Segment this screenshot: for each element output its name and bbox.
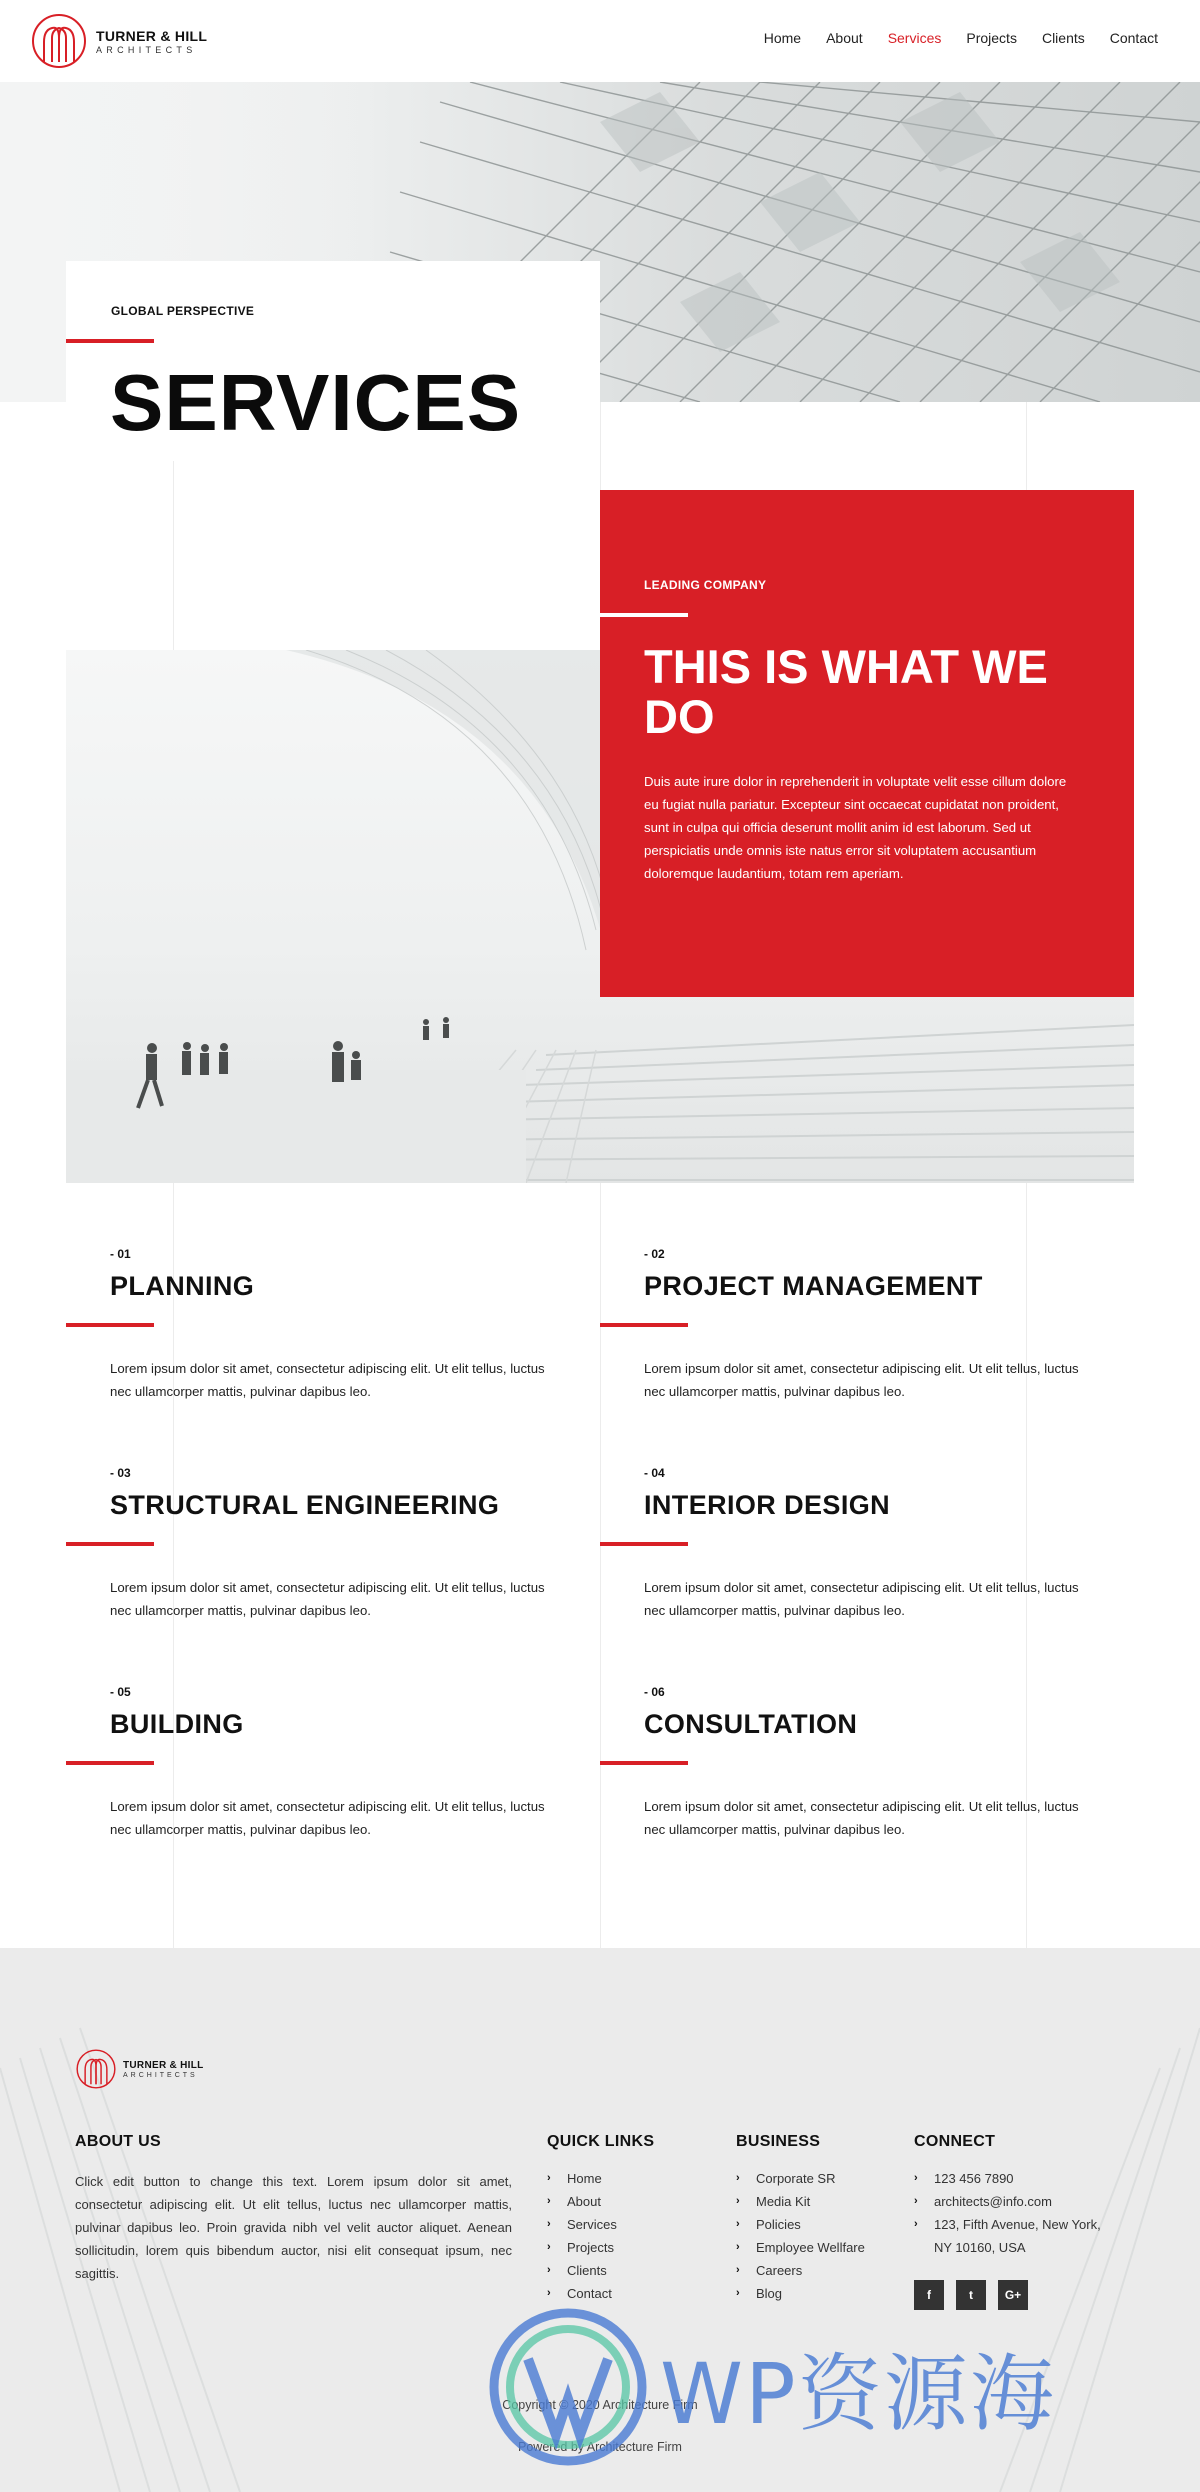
chevron-right-icon: ›	[547, 2241, 551, 2253]
link-label: Clients	[567, 2263, 607, 2278]
link-label: Home	[567, 2171, 602, 2186]
service-title: STRUCTURAL ENGINEERING	[110, 1490, 500, 1520]
hero-eyebrow: GLOBAL PERSPECTIVE	[111, 304, 255, 318]
logo-tagline: ARCHITECTS	[96, 44, 197, 55]
service-number: - 01	[110, 1247, 131, 1261]
nav-item-projects[interactable]: Projects	[966, 30, 1017, 46]
quick-link-clients[interactable]	[547, 2259, 617, 2282]
business-link-blog[interactable]	[736, 2282, 865, 2305]
business-links-list	[736, 2167, 865, 2305]
chevron-right-icon: ›	[736, 2287, 740, 2299]
chevron-right-icon: ›	[914, 2218, 918, 2230]
twitter-icon[interactable]: t	[956, 2280, 986, 2310]
link-label: Media Kit	[756, 2194, 811, 2209]
google-plus-icon[interactable]: G+	[998, 2280, 1028, 2310]
about-us-text: Click edit button to change this text. Lorem ipsum dolor sit amet, consectetur adipiscing elit. Ut elit tellus, luctus nec ullamcorper mattis, pulvinar dapibus leo. Proin gravida nibh vel velit auctor aliquet. Aenean sollicitudin, lorem quis bibendum auctor, nisi elit consequat ipsum, nec sagittis.	[75, 2174, 512, 2281]
site-header	[0, 0, 1200, 82]
chevron-right-icon: ›	[547, 2264, 551, 2276]
service-item	[644, 1466, 1114, 1618]
main-nav	[739, 30, 1158, 46]
service-item	[644, 1247, 1114, 1399]
service-title: INTERIOR DESIGN	[644, 1490, 891, 1520]
page-title: SERVICES	[110, 358, 522, 447]
chevron-right-icon: ›	[547, 2287, 551, 2299]
phone-item[interactable]	[914, 2167, 1101, 2190]
quick-links-list	[547, 2167, 617, 2305]
service-number: - 05	[110, 1685, 131, 1699]
accent-line	[600, 1761, 688, 1765]
logo-mark-icon	[30, 12, 88, 70]
service-description: Lorem ipsum dolor sit amet, consectetur adipiscing elit. Ut elit tellus, luctus nec ullamcorper mattis, pulvinar dapibus leo.	[644, 1580, 1079, 1618]
nav-item-clients[interactable]: Clients	[1041, 30, 1085, 46]
business-link-employee-wellfare[interactable]	[736, 2236, 865, 2259]
chevron-right-icon: ›	[736, 2218, 740, 2230]
service-title: PROJECT MANAGEMENT	[644, 1271, 983, 1301]
quick-link-home[interactable]	[547, 2167, 617, 2190]
chevron-right-icon: ›	[736, 2241, 740, 2253]
service-item	[110, 1685, 580, 1837]
accent-line	[600, 613, 688, 617]
link-label: Blog	[756, 2286, 783, 2301]
address-line-2: NY 10160, USA	[934, 2240, 1026, 2255]
service-description: Lorem ipsum dolor sit amet, consectetur adipiscing elit. Ut elit tellus, luctus nec ullamcorper mattis, pulvinar dapibus leo.	[110, 1580, 545, 1618]
service-description: Lorem ipsum dolor sit amet, consectetur adipiscing elit. Ut elit tellus, luctus nec ullamcorper mattis, pulvinar dapibus leo.	[110, 1361, 545, 1399]
powered-by-text: Powered by Architecture Firm	[518, 2440, 682, 2454]
facebook-icon[interactable]: f	[914, 2280, 944, 2310]
quick-link-contact[interactable]	[547, 2282, 617, 2305]
accent-line	[66, 339, 154, 343]
chevron-right-icon: ›	[914, 2195, 918, 2207]
chevron-right-icon: ›	[736, 2172, 740, 2184]
about-us-heading: ABOUT US	[75, 2133, 161, 2150]
intro-eyebrow: LEADING COMPANY	[644, 578, 767, 592]
social-links	[914, 2280, 1028, 2310]
business-link-careers[interactable]	[736, 2259, 865, 2282]
connect-list	[914, 2167, 1101, 2259]
link-label: Employee Wellfare	[756, 2240, 865, 2255]
connect-heading: CONNECT	[914, 2133, 996, 2150]
accent-line	[600, 1542, 688, 1546]
link-label: About	[567, 2194, 601, 2209]
phone-number: 123 456 7890	[934, 2171, 1014, 2186]
address-item	[914, 2213, 1101, 2236]
logo-name: TURNER & HILL	[96, 27, 208, 44]
service-item	[644, 1685, 1114, 1837]
nav-item-home[interactable]: Home	[763, 30, 802, 46]
service-description: Lorem ipsum dolor sit amet, consectetur adipiscing elit. Ut elit tellus, luctus nec ullamcorper mattis, pulvinar dapibus leo.	[644, 1361, 1079, 1399]
site-logo[interactable]	[30, 12, 207, 70]
service-title: BUILDING	[110, 1709, 244, 1739]
accent-line	[66, 1761, 154, 1765]
nav-item-services[interactable]: Services	[887, 30, 942, 46]
address-item	[914, 2236, 1101, 2259]
footer-logo-tagline: ARCHITECTS	[123, 2071, 198, 2079]
link-label: Projects	[567, 2240, 614, 2255]
intro-panel	[600, 490, 1134, 997]
nav-item-contact[interactable]: Contact	[1109, 30, 1158, 46]
accent-line	[600, 1323, 688, 1327]
business-link-media-kit[interactable]	[736, 2190, 865, 2213]
quick-links-heading: QUICK LINKS	[547, 2133, 655, 2150]
service-description: Lorem ipsum dolor sit amet, consectetur adipiscing elit. Ut elit tellus, luctus nec ullamcorper mattis, pulvinar dapibus leo.	[644, 1799, 1079, 1837]
link-label: Policies	[756, 2217, 801, 2232]
service-number: - 06	[644, 1685, 665, 1699]
chevron-right-icon: ›	[547, 2195, 551, 2207]
address-line-1: 123, Fifth Avenue, New York,	[934, 2217, 1101, 2232]
accent-line	[66, 1323, 154, 1327]
service-title: CONSULTATION	[644, 1709, 858, 1739]
chevron-right-icon: ›	[736, 2264, 740, 2276]
watermark-text: WP资源海	[660, 2344, 1056, 2443]
service-description: Lorem ipsum dolor sit amet, consectetur adipiscing elit. Ut elit tellus, luctus nec ullamcorper mattis, pulvinar dapibus leo.	[110, 1799, 545, 1837]
business-link-corporate-sr[interactable]	[736, 2167, 865, 2190]
copyright-text: Copyright © 2020 Architecture Firm	[502, 2398, 698, 2412]
link-label: Careers	[756, 2263, 803, 2278]
service-number: - 04	[644, 1466, 665, 1480]
link-label: Services	[567, 2217, 617, 2232]
business-link-policies[interactable]	[736, 2213, 865, 2236]
service-item	[110, 1247, 580, 1399]
nav-item-about[interactable]: About	[826, 30, 863, 46]
quick-link-projects[interactable]	[547, 2236, 617, 2259]
service-number: - 03	[110, 1466, 131, 1480]
service-number: - 02	[644, 1247, 665, 1261]
hero-title-card	[66, 261, 600, 461]
service-title: PLANNING	[110, 1271, 255, 1301]
intro-title: THIS IS WHAT WE DO	[644, 640, 1048, 744]
quick-link-about[interactable]	[547, 2190, 617, 2213]
email-address: architects@info.com	[934, 2194, 1052, 2209]
footer-logo-name: TURNER & HILL	[123, 2059, 204, 2071]
link-label: Contact	[567, 2286, 612, 2301]
intro-body: Duis aute irure dolor in reprehenderit in voluptate velit esse cillum dolore eu fugiat nulla pariatur. Excepteur sint occaecat cupidatat non proident, sunt in culpa qui officia deserunt mollit anim id est laborum. Sed ut perspiciatis unde omnis iste natus error sit voluptatem accusantium doloremque laudantium, totam rem aperiam.	[644, 774, 1067, 881]
service-item	[110, 1466, 580, 1618]
quick-link-services[interactable]	[547, 2213, 617, 2236]
business-heading: BUSINESS	[736, 2133, 821, 2150]
accent-line	[66, 1542, 154, 1546]
link-label: Corporate SR	[756, 2171, 836, 2186]
chevron-right-icon: ›	[547, 2218, 551, 2230]
footer-logo[interactable]	[75, 2048, 204, 2090]
watermark	[488, 2307, 1178, 2467]
chevron-right-icon: ›	[547, 2172, 551, 2184]
wordpress-logo-icon	[488, 2307, 648, 2467]
chevron-right-icon: ›	[914, 2172, 918, 2184]
email-item[interactable]	[914, 2190, 1101, 2213]
logo-mark-icon	[75, 2048, 117, 2090]
chevron-right-icon: ›	[736, 2195, 740, 2207]
